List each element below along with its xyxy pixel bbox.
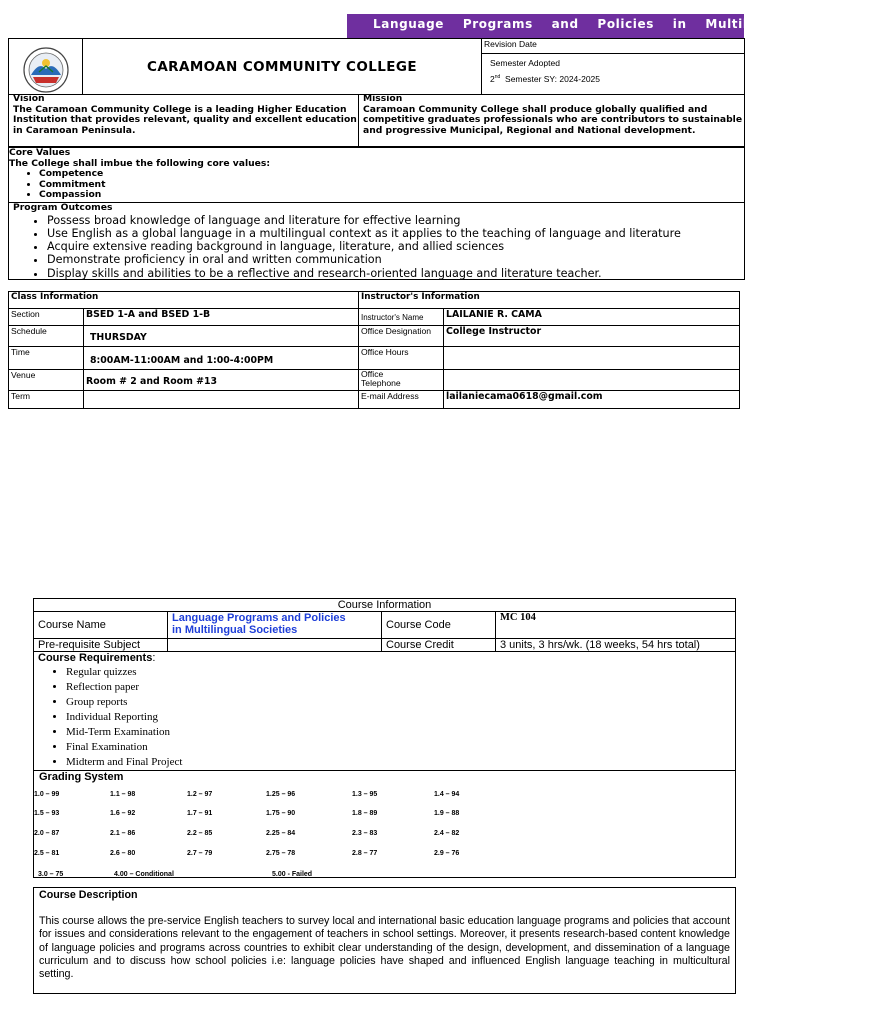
course-info-title: Course Information bbox=[34, 599, 736, 612]
grade-entry: 2.3 – 83 bbox=[352, 830, 378, 837]
semester-adopted-label: Semester Adopted bbox=[490, 58, 560, 68]
office-telephone-label: Office Telephone bbox=[359, 370, 444, 391]
list-item: • Individual Reporting bbox=[66, 710, 731, 725]
vision-text: The Caramoan Community College is a leading Higher Education Institution that provides relevant, quality and excellent education in Caramoan Peninsula. bbox=[13, 103, 357, 136]
list-item: • Display skills and abilities to be a reflective and research-oriented language and literature teacher. bbox=[47, 267, 744, 280]
grading-scale bbox=[34, 783, 735, 877]
vision-title: Vision bbox=[13, 93, 45, 104]
grade-entry: 1.3 – 95 bbox=[352, 791, 378, 798]
list-item: • Competence bbox=[39, 169, 744, 180]
venue-value: Room # 2 and Room #13 bbox=[84, 370, 359, 391]
grade-entry: 1.5 – 93 bbox=[34, 810, 60, 817]
semester-adopted-cell bbox=[482, 54, 744, 94]
core-values-title: Core Values bbox=[9, 147, 71, 158]
list-item: • Midterm and Final Project bbox=[66, 755, 731, 770]
course-requirements-cell bbox=[34, 652, 736, 771]
core-values-section bbox=[8, 147, 745, 202]
class-instructor-table bbox=[8, 291, 740, 409]
grade-entry: 4.00 – Conditional bbox=[114, 871, 174, 878]
venue-label: Venue bbox=[9, 370, 84, 391]
program-outcomes-title: Program Outcomes bbox=[13, 202, 113, 213]
grade-entry: 3.0 – 75 bbox=[38, 871, 64, 878]
grade-entry: 1.8 – 89 bbox=[352, 810, 378, 817]
mission-cell bbox=[359, 94, 744, 146]
course-description-box bbox=[33, 887, 736, 994]
header-table bbox=[8, 38, 745, 95]
instructor-info-title: Instructor's Information bbox=[359, 292, 740, 309]
term-label: Term bbox=[9, 391, 84, 409]
course-code-value: MC 104 bbox=[496, 612, 736, 639]
office-designation-label: Office Designation bbox=[359, 326, 444, 347]
grade-entry: 1.75 – 90 bbox=[266, 810, 296, 817]
course-info-table bbox=[33, 598, 736, 878]
grade-entry: 2.9 – 76 bbox=[434, 850, 460, 857]
prerequisite-value bbox=[168, 639, 382, 652]
office-hours-label: Office Hours bbox=[359, 347, 444, 370]
grade-entry: 1.0 – 99 bbox=[34, 791, 60, 798]
office-hours-value bbox=[444, 347, 740, 370]
list-item: • Possess broad knowledge of language and literature for effective learning bbox=[47, 214, 744, 227]
semester-value: 2nd Semester SY: 2024-2025 bbox=[490, 73, 601, 84]
vision-cell bbox=[9, 94, 359, 146]
list-item: • Reflection paper bbox=[66, 680, 731, 695]
college-seal-logo bbox=[9, 39, 83, 94]
revision-date-label: Revision Date bbox=[482, 39, 744, 54]
email-label: E-mail Address bbox=[359, 391, 444, 409]
grade-entry: 2.2 – 85 bbox=[187, 830, 213, 837]
grade-entry: 2.75 – 78 bbox=[266, 850, 296, 857]
course-credit-label: Course Credit bbox=[382, 639, 496, 652]
time-value: 8:00AM-11:00AM and 1:00-4:00PM bbox=[84, 347, 359, 370]
grade-entry: 2.1 – 86 bbox=[110, 830, 136, 837]
grading-system-cell bbox=[34, 771, 736, 878]
grade-entry: 1.4 – 94 bbox=[434, 791, 460, 798]
list-item: • Regular quizzes bbox=[66, 665, 731, 680]
grade-entry: 5.00 - Failed bbox=[272, 871, 313, 878]
program-outcomes-section bbox=[8, 202, 745, 280]
list-item: • Commitment bbox=[39, 180, 744, 191]
document-title-banner: Language Programs and Policies in Multilingual Societies bbox=[347, 14, 744, 38]
mission-title: Mission bbox=[363, 93, 403, 104]
grade-entry: 1.6 – 92 bbox=[110, 810, 136, 817]
vision-mission-row bbox=[8, 94, 745, 147]
grade-entry: 2.8 – 77 bbox=[352, 850, 378, 857]
grade-entry: 1.1 – 98 bbox=[110, 791, 136, 798]
grade-entry: 2.7 – 79 bbox=[187, 850, 213, 857]
time-label: Time bbox=[9, 347, 84, 370]
grade-entry: 2.6 – 80 bbox=[110, 850, 136, 857]
core-values-intro: The College shall imbue the following core values: bbox=[9, 157, 271, 169]
course-name-label: Course Name bbox=[34, 612, 168, 639]
college-name: CARAMOAN COMMUNITY COLLEGE bbox=[83, 39, 482, 94]
list-item: • Use English as a global language in a multilingual context as it applies to the teaching of language and literature bbox=[47, 227, 744, 240]
prerequisite-label: Pre-requisite Subject bbox=[34, 639, 168, 652]
grading-system-title: Grading System bbox=[39, 771, 124, 783]
program-outcomes-list bbox=[9, 214, 744, 280]
class-info-title: Class Information bbox=[9, 292, 359, 309]
grade-entry: 1.2 – 97 bbox=[187, 791, 213, 798]
list-item: • Demonstrate proficiency in oral and written communication bbox=[47, 253, 744, 266]
list-item: • Mid-Term Examination bbox=[66, 725, 731, 740]
office-designation-value: College Instructor bbox=[444, 326, 740, 347]
course-code-label: Course Code bbox=[382, 612, 496, 639]
course-name-value: Language Programs and Policies in Multilingual Societies bbox=[168, 612, 382, 639]
course-credit-value: 3 units, 3 hrs/wk. (18 weeks, 54 hrs total) bbox=[496, 639, 736, 652]
office-telephone-value bbox=[444, 370, 740, 391]
schedule-label: Schedule bbox=[9, 326, 84, 347]
schedule-value: THURSDAY bbox=[84, 326, 359, 347]
course-requirements-list bbox=[38, 665, 731, 770]
list-item: • Acquire extensive reading background in language, literature, and allied sciences bbox=[47, 240, 744, 253]
core-values-list bbox=[9, 169, 744, 201]
email-value: lailaniecama0618@gmail.com bbox=[444, 391, 740, 409]
section-label: Section bbox=[9, 309, 84, 326]
section-value: BSED 1-A and BSED 1-B bbox=[84, 309, 359, 326]
grade-entry: 1.25 – 96 bbox=[266, 791, 296, 798]
grade-entry: 2.4 – 82 bbox=[434, 830, 460, 837]
grade-entry: 2.5 – 81 bbox=[34, 850, 60, 857]
grade-entry: 2.25 – 84 bbox=[266, 830, 296, 837]
list-item: • Group reports bbox=[66, 695, 731, 710]
instructor-name-value: LAILANIE R. CAMA bbox=[444, 309, 740, 326]
grade-entry: 2.0 – 87 bbox=[34, 830, 60, 837]
course-requirements-title: Course Requirements bbox=[38, 652, 153, 664]
course-description-text: This course allows the pre-service English teachers to survey local and international basic education language programs and policies that account for issues and considerations relevant to the engagement of teachers in school settings. Moreover, it presents research-based content knowledge of language policies and programs across countries to exhibit clear understanding of the design, development, and dissemination of a language curriculum and to discuss how school policies i.e: language policies have shaped and influenced English language teaching in multicultural setting. bbox=[39, 915, 730, 981]
list-item: • Final Examination bbox=[66, 740, 731, 755]
grade-entry: 1.9 – 88 bbox=[434, 810, 460, 817]
colon: : bbox=[152, 652, 156, 664]
term-value bbox=[84, 391, 359, 409]
list-item: • Compassion bbox=[39, 190, 744, 201]
logo-cell bbox=[9, 39, 83, 94]
grade-entry: 1.7 – 91 bbox=[187, 810, 213, 817]
course-description-title: Course Description bbox=[39, 889, 138, 901]
instructor-name-label: Instructor's Name bbox=[359, 309, 444, 326]
mission-text: Caramoan Community College shall produce globally qualified and competitive graduates professionals who are contributors to sustainable and progressive Municipal, Regional and National development. bbox=[363, 103, 743, 136]
